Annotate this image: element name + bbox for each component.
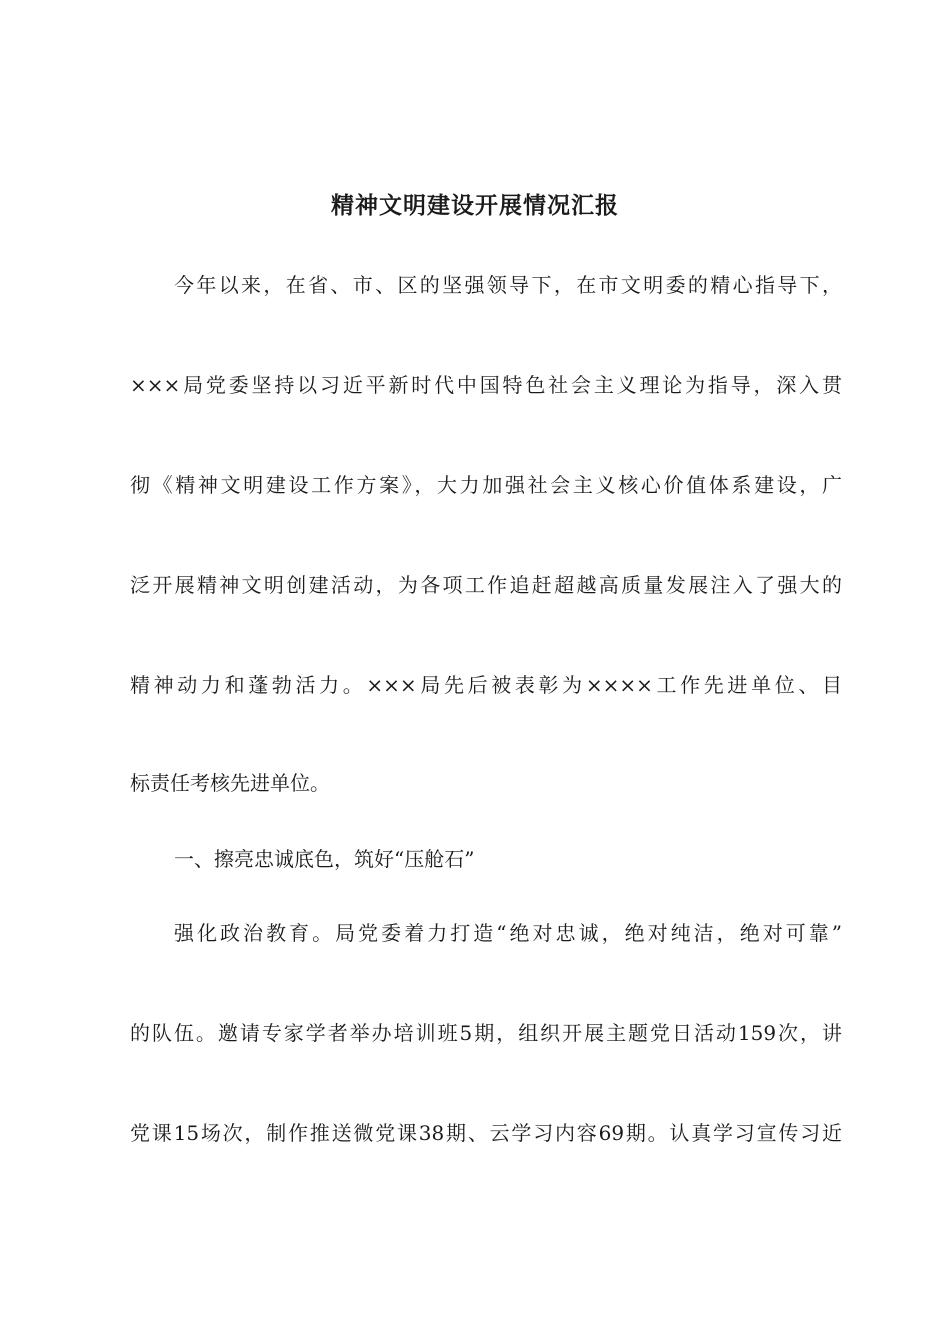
paragraph-line: 泛开展精神文明创建活动，为各项工作追赶超越高质量发展注入了强大的 — [130, 573, 842, 597]
paragraph-line: 强化政治教育。局党委着力打造“绝对忠诚，绝对纯洁，绝对可靠” — [174, 921, 842, 945]
paragraph-line: ×××局党委坚持以习近平新时代中国特色社会主义理论为指导，深入贯 — [130, 373, 842, 397]
section-heading: 一、擦亮忠诚底色，筑好“压舱石” — [174, 847, 475, 871]
document-title: 精神文明建设开展情况汇报 — [331, 192, 619, 219]
paragraph-line: 精神动力和蓬勃活力。×××局先后被表彰为××××工作先进单位、目 — [130, 673, 842, 697]
paragraph-line: 党课15场次，制作推送微党课38期、云学习内容69期。认真学习宣传习近 — [130, 1121, 842, 1145]
paragraph-line: 彻《精神文明建设工作方案》，大力加强社会主义核心价值体系建设，广 — [130, 473, 842, 497]
paragraph-line: 的队伍。邀请专家学者举办培训班5期，组织开展主题党日活动159次，讲 — [130, 1021, 842, 1045]
paragraph-line: 今年以来，在省、市、区的坚强领导下，在市文明委的精心指导下， — [174, 273, 842, 297]
paragraph-line: 标责任考核先进单位。 — [130, 771, 330, 795]
